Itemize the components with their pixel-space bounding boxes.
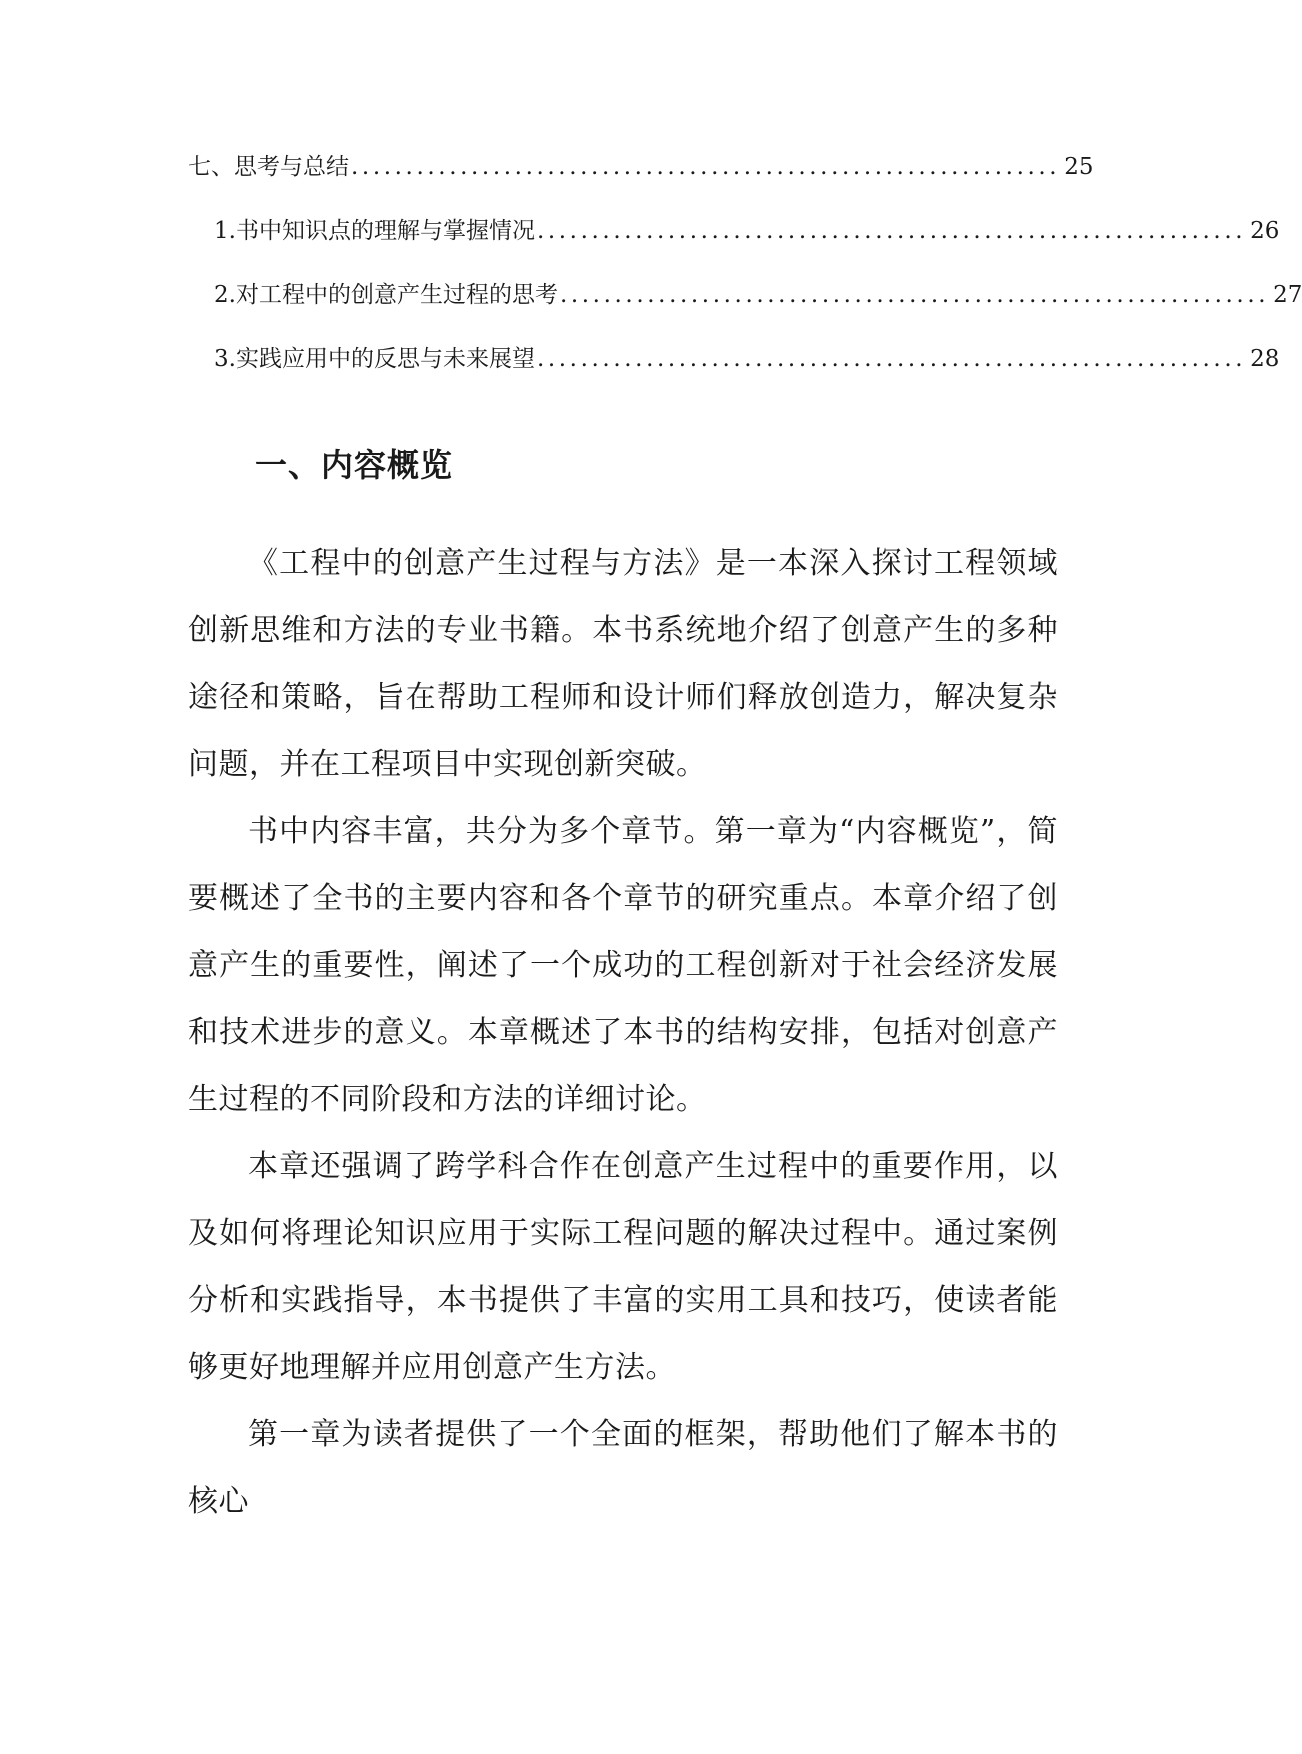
paragraph: 本章还强调了跨学科合作在创意产生过程中的重要作用，以及如何将理论知识应用于实际工程问题的解决过程中。通过案例分析和实践指导，本书提供了丰富的实用工具和技巧，使读者能够更好地理解并应用创意产生方法。 [188, 1149, 1058, 1385]
toc-entry-title: 书中知识点的理解与掌握情况 [235, 218, 535, 244]
toc-leader-dots: ................................................................. [351, 154, 1061, 180]
toc-entry-page: 28 [1250, 346, 1280, 372]
paragraph: 书中内容丰富，共分为多个章节。第一章为“内容概览”，简要概述了全书的主要内容和各个章节的研究重点。本章介绍了创意产生的重要性，阐述了一个成功的工程创新对于社会经济发展和技术进步的意义。本章概述了本书的结构安排，包括对创意产生过程的不同阶段和方法的详细讨论。 [188, 814, 1058, 1117]
toc-entry[interactable] [188, 214, 1280, 278]
toc-entry-number: 3. [214, 346, 236, 372]
toc-entry-page: 26 [1250, 218, 1280, 244]
section-body [188, 530, 1058, 1535]
toc-entry[interactable] [188, 150, 1094, 214]
section-heading: 一、内容概览 [255, 446, 454, 484]
toc-entry[interactable] [188, 278, 1302, 342]
toc-leader-dots: ................................................................. [536, 346, 1247, 372]
toc-leader-dots: ................................................................. [559, 282, 1270, 308]
toc-entry-title: 七、思考与总结 [188, 154, 349, 180]
paragraph: 第一章为读者提供了一个全面的框架，帮助他们了解本书的核心 [188, 1417, 1058, 1519]
toc-entry-number: 2. [214, 282, 236, 308]
toc-entry-title: 对工程中的创意产生过程的思考 [235, 282, 558, 308]
toc-entry-page: 25 [1064, 154, 1094, 180]
toc-entry-page: 27 [1273, 282, 1302, 308]
toc-entry[interactable] [188, 342, 1280, 406]
toc-entry-title: 实践应用中的反思与未来展望 [235, 346, 535, 372]
toc-entry-number: 1. [214, 218, 236, 244]
table-of-contents [188, 150, 1302, 406]
paragraph: 《工程中的创意产生过程与方法》是一本深入探讨工程领域创新思维和方法的专业书籍。本书系统地介绍了创意产生的多种途径和策略，旨在帮助工程师和设计师们释放创造力，解决复杂问题，并在工程项目中实现创新突破。 [188, 546, 1058, 782]
toc-leader-dots: ................................................................. [536, 218, 1247, 244]
